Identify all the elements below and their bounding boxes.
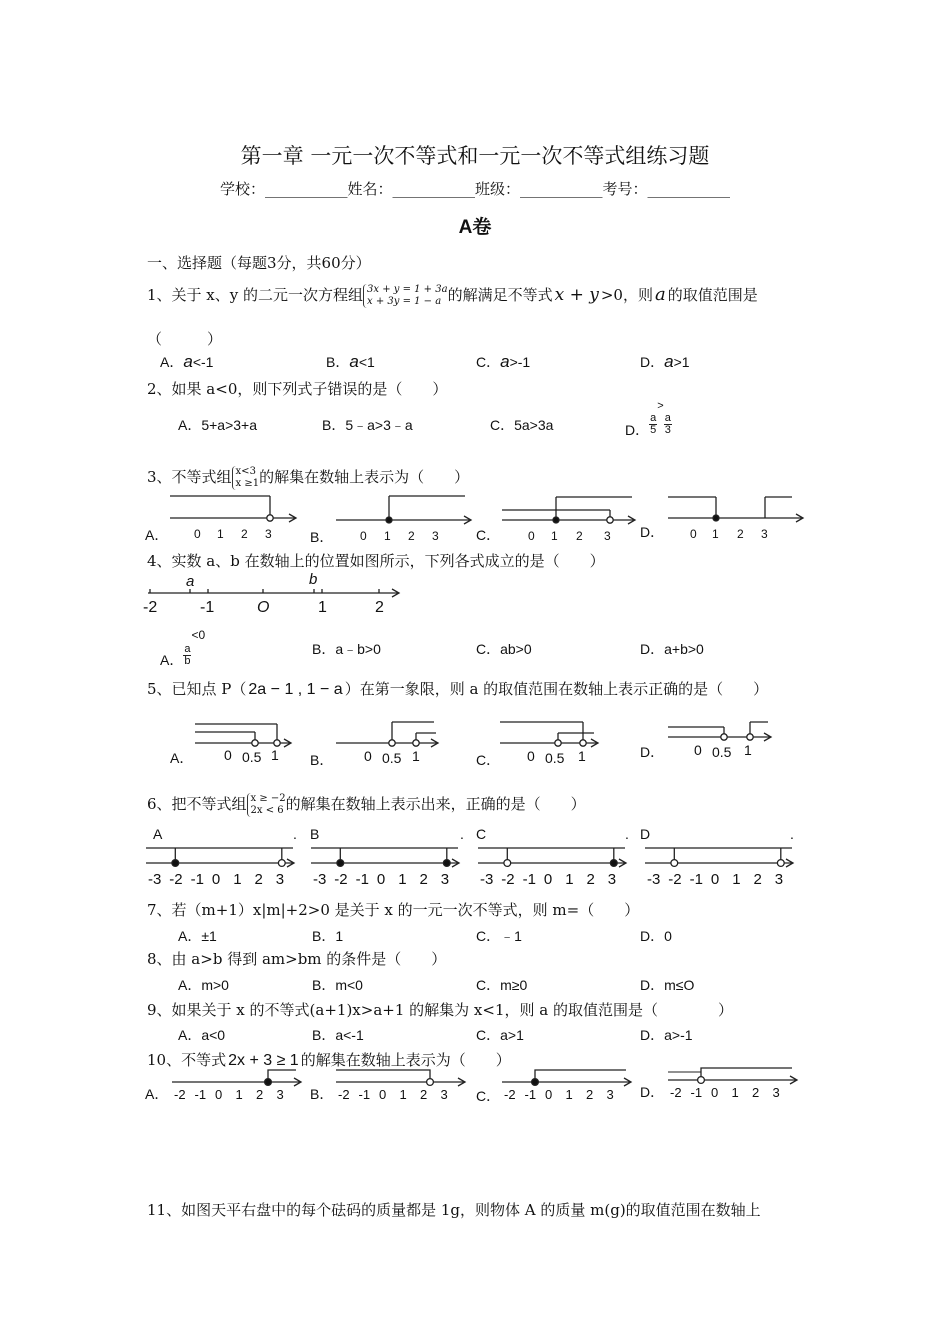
q10-label-d: D．	[640, 1084, 665, 1100]
tick-label: 1	[399, 1087, 407, 1102]
q2-option-c: C．5a>3a	[490, 417, 554, 433]
q4-option-b: B．a﹣b>0	[312, 641, 381, 657]
tick-label: -2	[504, 1087, 516, 1102]
q5-ticks-c	[527, 748, 586, 766]
q10-label-a: A．	[145, 1086, 169, 1102]
q7-option-c: C．﹣1	[476, 928, 522, 944]
tick-label: 1	[744, 742, 752, 758]
tick-label: 1	[565, 1087, 573, 1102]
closed-point	[610, 860, 617, 867]
tick-label: -3	[480, 871, 494, 888]
q6-label-d: D	[640, 826, 651, 842]
q9-option-c: C．a>1	[476, 1027, 524, 1043]
tick-label: 0	[527, 748, 535, 764]
q1-option-a: A．a<-1	[160, 352, 214, 371]
tick-label: 2	[737, 527, 744, 541]
tick-label: 1	[318, 599, 327, 616]
q6-number-line-d	[645, 848, 793, 888]
tick-label: -1	[194, 1087, 207, 1102]
q8-option-a: A．m>0	[178, 977, 229, 993]
tick-label: 2	[753, 871, 762, 888]
q6-label-a: A	[153, 826, 163, 842]
question-6: 6、把不等式组 x ≥ −2 2x < 6 的解集在数轴上表示出来，正确的是（ ）	[147, 793, 586, 816]
q1-option-b: B．a<1	[326, 352, 375, 371]
tick-label: 0	[224, 747, 232, 763]
q6-dot-a: .	[293, 826, 297, 842]
tick-label: -1	[200, 599, 215, 616]
q2-option-b: B．5﹣a>3﹣a	[322, 417, 413, 433]
tick-label: -2	[169, 871, 183, 888]
tick-label: 0	[694, 742, 702, 758]
q9-option-a: A．a<0	[178, 1027, 226, 1043]
tick-label: 0	[215, 1087, 223, 1102]
q6-inequality-system: x ≥ −2 2x < 6	[247, 793, 286, 817]
q6-label-b: B	[310, 826, 320, 842]
tick-label: 3	[432, 529, 439, 543]
q3-ticks-a	[194, 527, 272, 541]
open-point	[698, 1077, 705, 1084]
tick-label: 1	[578, 748, 586, 764]
tick-label: 0	[376, 871, 386, 888]
tick-label: -2	[143, 599, 158, 616]
tick-label: 0.5	[712, 744, 732, 760]
tick-label: -2	[334, 871, 348, 888]
tick-label: 0	[545, 1087, 553, 1102]
tick-label: 0.5	[545, 750, 565, 766]
part1-heading: 一、选择题（每题3分，共60分）	[147, 254, 371, 272]
q6-number-line-b	[311, 848, 459, 888]
tick-label: 1	[398, 871, 407, 888]
q1-eq-top: 3x + y = 1 + 3a	[367, 284, 448, 295]
q1-expr: x + y	[554, 285, 599, 305]
q7-option-a: A．±1	[178, 928, 217, 944]
q4-option-a: A． $\frac{a}{b}$ <0	[160, 628, 206, 668]
q4-point-b: b	[309, 571, 318, 588]
solution-bracket	[336, 1070, 430, 1082]
closed-point	[443, 860, 450, 867]
q5-number-line-b	[336, 722, 438, 747]
q5-ticks-b	[364, 748, 420, 766]
q4-option-c: C．ab>0	[476, 641, 532, 657]
closed-point	[265, 1079, 272, 1086]
question-7: 7、若（m+1）x|m|+2>0 是关于 x 的一元一次不等式，则 m=（ ）	[147, 901, 640, 919]
q6-dot-c: .	[625, 826, 629, 842]
tick-label: 0	[379, 1087, 387, 1102]
q8-option-b: B．m<0	[312, 977, 363, 993]
tick-label: -2	[668, 871, 682, 888]
tick-label: -3	[647, 871, 661, 888]
q10-inequality: 2x + 3 ≥ 1	[228, 1052, 299, 1069]
tick-label: 1	[412, 748, 420, 764]
q9-option-d: D．a>-1	[640, 1027, 693, 1043]
q8-option-d: D．m≤O	[640, 977, 695, 993]
q3-label-c: C．	[476, 527, 501, 543]
tick-label: -3	[313, 871, 327, 888]
q2-option-a: A．5+a>3+a	[178, 417, 258, 433]
tick-label: O	[257, 599, 270, 616]
q3-ticks-c	[528, 529, 611, 543]
q5-coordinates: 2a − 1 , 1 − a	[248, 681, 343, 698]
tick-label: 2	[256, 1087, 264, 1102]
q1-middle: 的解满足不等式	[447, 286, 553, 304]
q1-option-c: C．a>-1	[476, 352, 531, 371]
tick-label: 1	[565, 871, 574, 888]
q3-number-line-c	[502, 497, 635, 524]
tick-label: -1	[690, 1085, 703, 1100]
tick-label: 3	[440, 1087, 448, 1102]
tick-label: 0.5	[382, 750, 402, 766]
tick-label: 2	[241, 527, 248, 541]
tick-label: -1	[522, 871, 536, 888]
tick-label: -3	[148, 871, 162, 888]
tick-label: 0	[528, 529, 535, 543]
q3-ticks-b	[360, 529, 439, 543]
solution-bracket	[268, 1070, 296, 1082]
open-point	[427, 1079, 434, 1086]
tick-label: 2	[375, 599, 384, 616]
q5-number-line-c	[500, 722, 598, 747]
tick-label: -1	[190, 871, 204, 888]
tick-label: -2	[338, 1087, 350, 1102]
tick-label: -2	[501, 871, 515, 888]
tick-label: 1	[235, 1087, 243, 1102]
tick-label: 1	[384, 529, 391, 543]
tick-label: 0	[543, 871, 553, 888]
question-2: 2、如果 a<0，则下列式子错误的是（ ）	[147, 380, 448, 398]
question-5: 5、已知点 P（ 2a − 1 , 1 − a ）在第一象限，则 a 的取值范围在数轴上表示正确的是（ ）	[147, 680, 769, 698]
q4-point-a: a	[186, 573, 195, 590]
q1-rest: >0，则	[600, 286, 653, 304]
q6-dot-b: .	[460, 826, 464, 842]
question-11: 11、如图天平右盘中的每个砝码的质量都是 1g，则物体 A 的质量 m(g)的取值范围在数轴上	[147, 1201, 761, 1219]
q9-option-b: B．a<-1	[312, 1027, 364, 1043]
tick-label: 1	[732, 871, 741, 888]
q10-label-c: C．	[476, 1088, 501, 1104]
tick-label: 3	[761, 527, 768, 541]
q8-option-c: C．m≥0	[476, 977, 528, 993]
solution-bracket	[535, 1070, 626, 1082]
tick-label: 3	[604, 529, 611, 543]
q1-var: a	[654, 284, 666, 305]
q7-option-b: B．1	[312, 928, 344, 944]
q5-number-line-a	[195, 724, 291, 747]
tick-label: 3	[265, 527, 272, 541]
question-8: 8、由 a>b 得到 am>bm 的条件是（ ）	[147, 950, 447, 968]
tick-label: 0	[710, 871, 720, 888]
open-point	[671, 860, 678, 867]
q6-number-line-a	[146, 848, 294, 888]
q4-option-d: D．a+b>0	[640, 641, 704, 657]
q10-number-line-d	[668, 1068, 797, 1100]
q6-dot-d: .	[790, 826, 794, 842]
q5-number-line-d	[668, 722, 771, 741]
q5-label-c: C．	[476, 752, 501, 768]
open-point	[278, 860, 285, 867]
tick-label: 1	[551, 529, 558, 543]
q3-ticks-d	[690, 527, 768, 541]
q3-number-line-b	[336, 496, 471, 524]
q3-label-a: A．	[145, 527, 169, 543]
q10-number-line-b	[336, 1070, 465, 1102]
tick-label: 1	[712, 527, 719, 541]
tick-label: 2	[254, 871, 263, 888]
tick-label: 3	[440, 871, 450, 888]
tick-label: 1	[217, 527, 224, 541]
q4-number-line	[148, 589, 399, 597]
closed-point	[532, 1079, 539, 1086]
tick-label: 0	[211, 871, 221, 888]
tick-label: 2	[586, 871, 595, 888]
closed-point	[172, 860, 179, 867]
closed-point	[337, 860, 344, 867]
q5-ticks-a	[224, 747, 279, 765]
page-title: 第一章 一元一次不等式和一元一次不等式组练习题	[240, 144, 710, 168]
tick-label: 3	[772, 1085, 780, 1100]
tick-label: 0	[194, 527, 201, 541]
q1-paren: （ ）	[147, 330, 223, 348]
tick-label: -2	[670, 1085, 682, 1100]
q6-number-lines	[146, 848, 793, 888]
q1-suffix: 的取值范围是	[667, 286, 758, 304]
tick-label: 3	[275, 871, 285, 888]
q6-number-line-c	[478, 848, 626, 888]
tick-label: 2	[408, 529, 415, 543]
q6-label-c: C	[476, 826, 487, 842]
tick-label: -1	[358, 1087, 371, 1102]
tick-label: 0	[364, 748, 372, 764]
q3-inequality-system: x<3 x ≥1	[232, 466, 260, 490]
question-3: 3、不等式组 x<3 x ≥1的解集在数轴上表示为（ ）	[147, 466, 470, 489]
tick-label: 1	[731, 1085, 739, 1100]
q5-ticks-d	[694, 742, 752, 760]
q1-option-d: D．a>1	[640, 352, 690, 371]
tick-label: 0	[690, 527, 697, 541]
tick-label: 0	[711, 1085, 719, 1100]
tick-label: -1	[524, 1087, 537, 1102]
tick-label: 2	[419, 871, 428, 888]
student-info-line: 学校：___________姓名：___________班级：___________考号：___________	[219, 180, 730, 198]
tick-label: -1	[689, 871, 703, 888]
q5-label-b: B．	[310, 752, 334, 768]
q1-prefix: 1、关于 x、y 的二元一次方程组	[147, 286, 364, 304]
q3-number-line-d	[668, 497, 803, 522]
q1-eq-bottom: x + 3y = 1 − a	[367, 296, 442, 307]
q10-number-line-c	[502, 1070, 631, 1102]
tick-label: 2	[752, 1085, 760, 1100]
tick-label: 0	[360, 529, 367, 543]
q7-option-d: D．0	[640, 928, 672, 944]
tick-label: -1	[355, 871, 369, 888]
q3-label-d: D．	[640, 524, 665, 540]
tick-label: 2	[576, 529, 583, 543]
tick-label: 0.5	[242, 749, 262, 765]
solution-bracket	[701, 1068, 792, 1080]
q2-option-d: D． $\frac{a}{5}$ > $\frac{a}{3}$	[625, 400, 671, 438]
tick-label: 2	[586, 1087, 594, 1102]
question-10: 10、不等式 2x + 3 ≥ 1 的解集在数轴上表示为（ ）	[147, 1051, 511, 1069]
q5-label-a: A．	[170, 750, 194, 766]
q5-label-d: D．	[640, 744, 665, 760]
open-point	[777, 860, 784, 867]
q10-number-line-a	[172, 1070, 301, 1102]
question-9: 9、如果关于 x 的不等式(a+1)x>a+1 的解集为 x<1，则 a 的取值范围是（ ）	[147, 1001, 733, 1019]
section-a-heading: A卷	[458, 217, 492, 238]
question-4: 4、实数 a、b 在数轴上的位置如图所示，下列各式成立的是（ ）	[147, 552, 605, 570]
tick-label: 3	[774, 871, 784, 888]
q3-number-line-a	[170, 496, 296, 522]
open-point	[504, 860, 511, 867]
tick-label: 3	[606, 1087, 614, 1102]
tick-label: -2	[174, 1087, 186, 1102]
q3-label-b: B．	[310, 529, 334, 545]
tick-label: 1	[271, 747, 279, 763]
tick-label: 3	[276, 1087, 284, 1102]
tick-label: 3	[607, 871, 617, 888]
tick-label: 2	[420, 1087, 428, 1102]
tick-label: 1	[233, 871, 242, 888]
q10-label-b: B．	[310, 1086, 334, 1102]
